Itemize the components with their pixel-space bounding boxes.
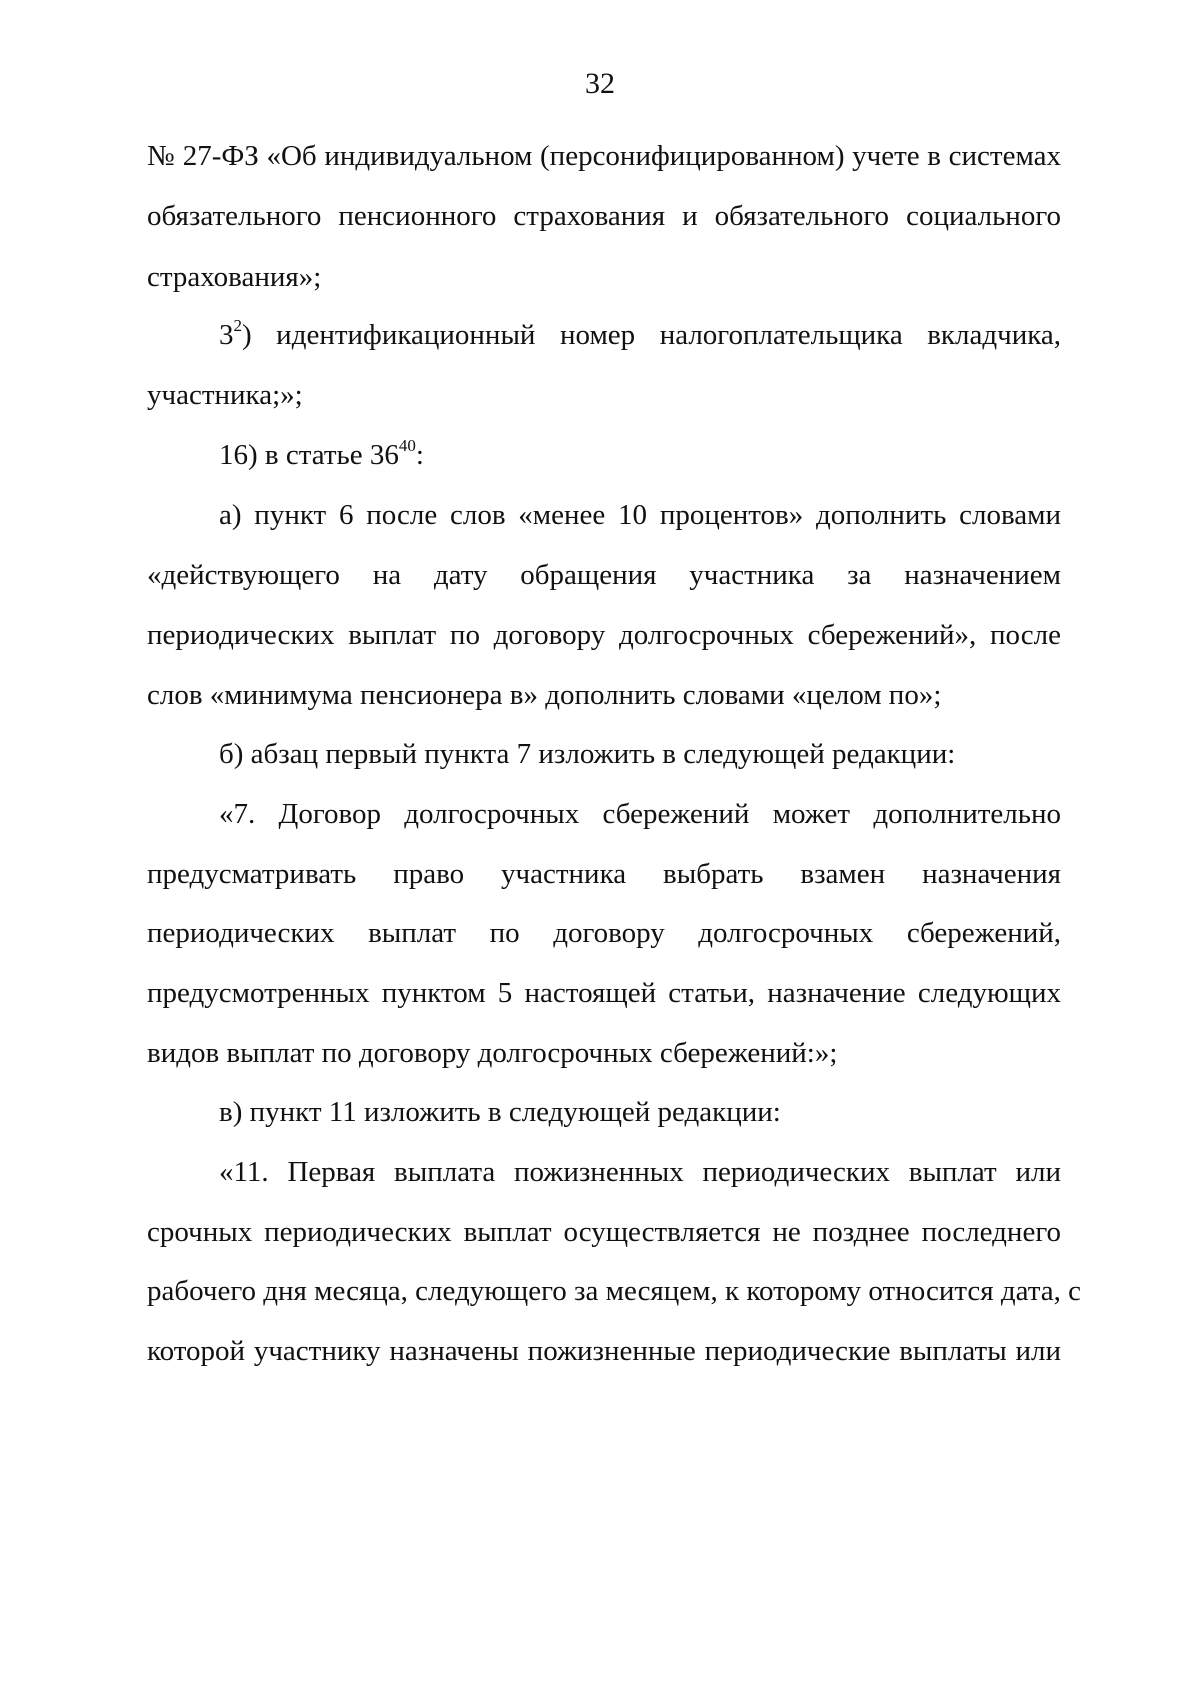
- item-number: 3: [219, 319, 234, 351]
- text-line-20: рабочего дня месяца, следующего за месяцем, к которому относится дата, с: [147, 1275, 1081, 1307]
- text-line-3: страхования»;: [147, 261, 322, 293]
- item-superscript: 2: [233, 316, 242, 336]
- text-line-6: [219, 435, 1061, 475]
- text-line-18: «11. Первая выплата пожизненных периодических выплат или: [219, 1156, 1061, 1188]
- text-line-17: в) пункт 11 изложить в следующей редакции:: [219, 1096, 781, 1128]
- text-line-7: а) пункт 6 после слов «менее 10 процентов» дополнить словами: [219, 499, 1061, 531]
- text-line-13: предусматривать право участника выбрать взамен назначения: [147, 858, 1061, 890]
- text-line-11: б) абзац первый пункта 7 изложить в следующей редакции:: [219, 738, 956, 770]
- item-text: ) идентификационный номер налогоплательщика вкладчика,: [242, 319, 1061, 351]
- text-line-15: предусмотренных пунктом 5 настоящей статьи, назначение следующих: [147, 977, 1061, 1009]
- page-number: 32: [585, 67, 615, 100]
- text-line-5: участника;»;: [147, 379, 303, 411]
- text-line-14: периодических выплат по договору долгосрочных сбережений,: [147, 917, 1061, 949]
- text-line-16: видов выплат по договору долгосрочных сбережений:»;: [147, 1037, 838, 1069]
- text-line-1: № 27-ФЗ «Об индивидуальном (персонифицированном) учете в системах: [147, 140, 1061, 172]
- text-line-10: слов «минимума пенсионера в» дополнить словами «целом по»;: [147, 679, 942, 711]
- text-line-2: обязательного пенсионного страхования и обязательного социального: [147, 200, 1061, 232]
- article-colon: :: [415, 439, 424, 471]
- text-line-9: периодических выплат по договору долгосрочных сбережений», после: [147, 619, 1061, 651]
- text-line-8: «действующего на дату обращения участника за назначением: [147, 559, 1061, 591]
- article-ref: 16) в статье 36: [219, 439, 399, 471]
- text-line-21: которой участнику назначены пожизненные периодические выплаты или: [147, 1335, 1061, 1367]
- article-superscript: 40: [398, 436, 416, 456]
- text-line-4: [219, 315, 1061, 355]
- text-line-19: срочных периодических выплат осуществляется не позднее последнего: [147, 1216, 1061, 1248]
- text-line-12: «7. Договор долгосрочных сбережений может дополнительно: [219, 798, 1061, 830]
